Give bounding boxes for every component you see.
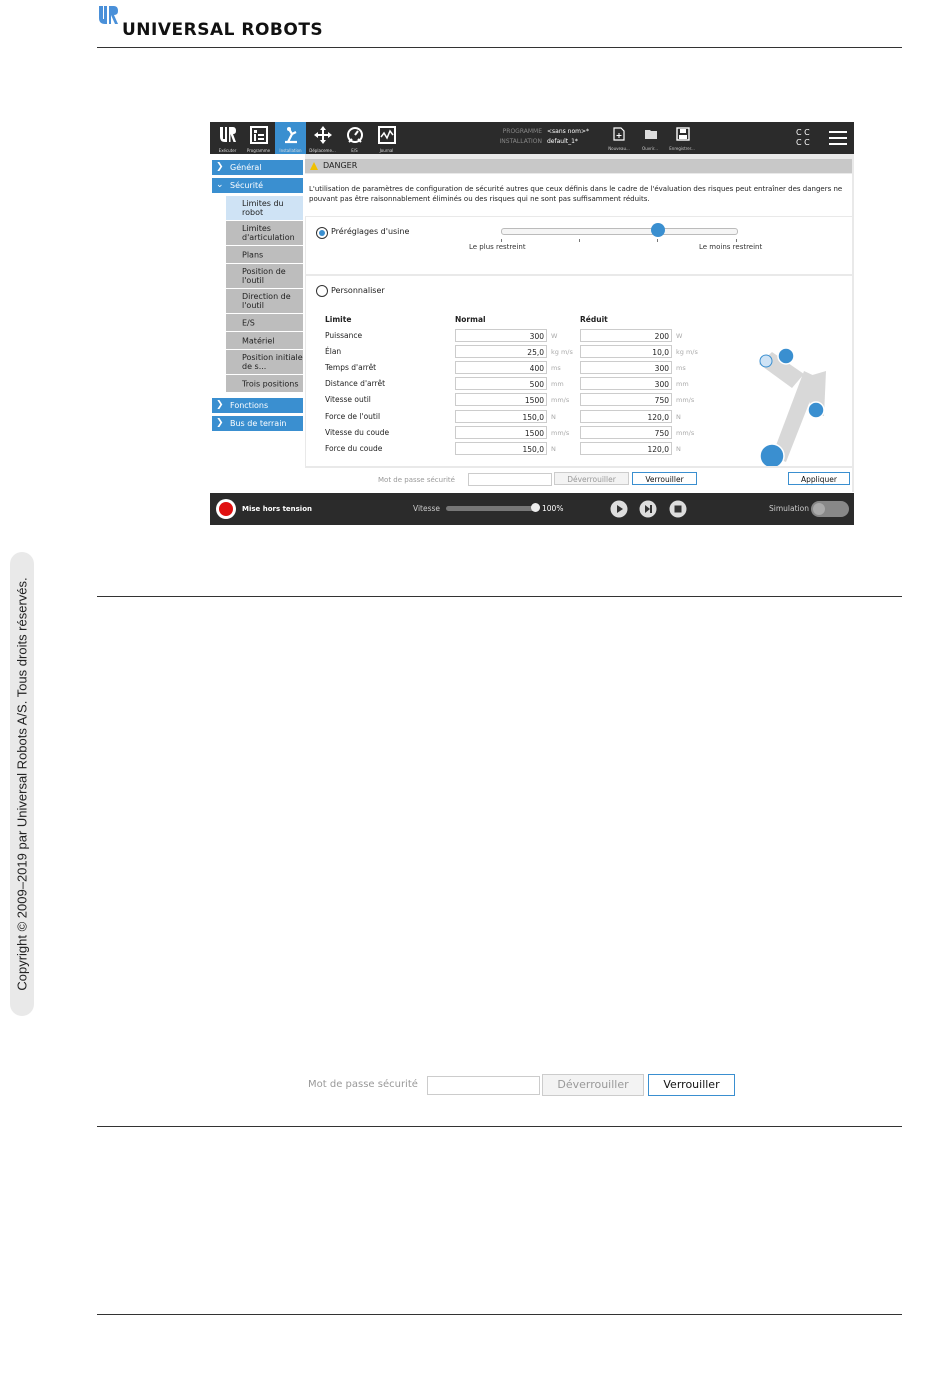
danger-header xyxy=(305,159,852,173)
normal-unit: ms xyxy=(551,364,561,372)
sidebar-item-label: Plans xyxy=(242,250,264,259)
tab-io-label: E/S xyxy=(351,148,358,153)
normal-header: Normal xyxy=(455,315,486,324)
normal-value-field[interactable]: 25,0 xyxy=(455,345,547,358)
sidebar-item-label: Direction de l'outil xyxy=(242,292,291,310)
normal-unit: mm/s xyxy=(551,429,570,437)
normal-value-field[interactable]: 1500 xyxy=(455,393,547,406)
sidebar-item-label: Limites d'articulation xyxy=(242,224,295,242)
cc-row-2: C C xyxy=(796,138,810,147)
cc-row-1: C C xyxy=(796,128,810,137)
sidebar-item-functions-label: Fonctions xyxy=(230,401,269,410)
ur-logo-icon xyxy=(97,4,119,26)
sidebar-item-three-position[interactable] xyxy=(226,375,303,392)
sidebar-item-label: Limites du robot xyxy=(242,199,284,217)
danger-message xyxy=(305,174,852,216)
factory-presets-label: Préréglages d'usine xyxy=(331,227,410,236)
sidebar-item-joint-limits[interactable] xyxy=(226,221,303,245)
program-info-values xyxy=(547,127,589,147)
slider-tick xyxy=(736,239,737,242)
factory-presets-radio[interactable] xyxy=(316,227,328,239)
slider-tick xyxy=(579,239,580,242)
chevron-down-icon: ⌄ xyxy=(216,180,224,190)
reduced-unit: W xyxy=(676,332,683,340)
customize-label: Personnaliser xyxy=(331,286,385,295)
tab-installation-label: Installation xyxy=(279,148,302,153)
tab-program[interactable] xyxy=(243,122,274,154)
reduced-unit: mm/s xyxy=(676,429,695,437)
speed-label: Vitesse xyxy=(413,504,441,513)
unlock-button[interactable]: Déverrouiller xyxy=(554,472,629,485)
hamburger-menu-icon[interactable] xyxy=(829,131,847,145)
power-red-icon xyxy=(219,502,233,516)
reduced-value-field[interactable]: 120,0 xyxy=(580,410,672,423)
apply-button[interactable]: Appliquer xyxy=(788,472,850,485)
program-label: PROGRAMME xyxy=(502,128,542,135)
sidebar-item-fieldbus-label: Bus de terrain xyxy=(230,419,287,428)
reduced-value-field[interactable]: 200 xyxy=(580,329,672,342)
reduced-value-field[interactable]: 300 xyxy=(580,377,672,390)
sidebar-item-io[interactable] xyxy=(226,314,303,331)
slider-max-label: Le moins restreint xyxy=(699,243,763,251)
robot-arm-illustration xyxy=(744,316,854,466)
slider-tick xyxy=(501,239,502,242)
normal-value-field[interactable]: 400 xyxy=(455,361,547,374)
reduced-value-field[interactable]: 750 xyxy=(580,426,672,439)
limit-row-label: Force du coude xyxy=(325,444,383,453)
cc-indicator[interactable] xyxy=(796,128,810,148)
reduced-value-field[interactable]: 750 xyxy=(580,393,672,406)
sidebar-item-robot-limits[interactable] xyxy=(226,196,303,220)
sidebar-item-planes[interactable] xyxy=(226,246,303,263)
customize-radio[interactable] xyxy=(316,285,328,297)
sidebar-item-general[interactable] xyxy=(212,160,303,175)
speed-value: 100% xyxy=(542,504,564,513)
step-icon[interactable] xyxy=(639,500,657,518)
normal-value-field[interactable]: 300 xyxy=(455,329,547,342)
save-label: Enregistrer... xyxy=(669,146,695,151)
new-file-icon xyxy=(613,127,625,141)
limit-row-label: Temps d'arrêt xyxy=(325,363,377,372)
limit-row-label: Vitesse du coude xyxy=(325,428,390,437)
power-button[interactable] xyxy=(216,499,236,519)
sidebar-item-label: E/S xyxy=(242,318,255,327)
sidebar-item-functions[interactable] xyxy=(212,398,303,413)
sidebar-item-label: Position initiale de s... xyxy=(242,353,303,371)
copyright-text: Copyright © 2009–2019 par Universal Robots A/S. Tous droits réservés. xyxy=(14,577,30,991)
section-rule-2 xyxy=(97,1126,902,1127)
limit-header: Limite xyxy=(325,315,352,324)
open-label: Ouvrir... xyxy=(642,146,658,151)
installation-name: default_1* xyxy=(547,138,578,145)
stop-icon[interactable] xyxy=(669,500,687,518)
danger-title: DANGER xyxy=(323,161,358,170)
normal-value-field[interactable]: 1500 xyxy=(455,426,547,439)
brand-name: UNIVERSAL ROBOTS xyxy=(122,20,324,40)
limit-row-label: Vitesse outil xyxy=(325,395,371,404)
normal-value-field[interactable]: 500 xyxy=(455,377,547,390)
ur-screenshot xyxy=(210,122,854,525)
sidebar-item-tool-position[interactable] xyxy=(226,264,303,288)
copyright-tab xyxy=(10,552,34,1016)
restriction-slider-track[interactable] xyxy=(501,228,738,235)
normal-unit: kg m/s xyxy=(551,348,573,356)
tab-run-label: Exécuter xyxy=(218,148,237,153)
simulation-toggle[interactable] xyxy=(811,501,849,517)
reduced-header: Réduit xyxy=(580,315,608,324)
reduced-value-field[interactable]: 300 xyxy=(580,361,672,374)
chevron-right-icon: ❯ xyxy=(216,418,224,428)
log-chart-icon xyxy=(377,125,397,145)
limit-row-label: Puissance xyxy=(325,331,363,340)
sidebar-item-general-label: Général xyxy=(230,163,262,172)
warning-icon xyxy=(310,162,318,170)
lower-lock-button[interactable]: Verrouiller xyxy=(648,1074,735,1096)
sidebar-item-tool-direction[interactable] xyxy=(226,289,303,313)
new-label: Nouveau... xyxy=(608,146,630,151)
limit-row-label: Force de l'outil xyxy=(325,412,381,421)
lower-password-input[interactable] xyxy=(427,1076,540,1095)
tab-move-label: Déplaceme... xyxy=(309,148,336,153)
tab-program-label: Programme xyxy=(246,148,271,153)
simulation-label: Simulation xyxy=(769,504,809,513)
program-name: <sans nom>* xyxy=(547,128,590,135)
normal-unit: mm/s xyxy=(551,396,570,404)
reduced-unit: N xyxy=(676,413,681,421)
reduced-unit: ms xyxy=(676,364,686,372)
sidebar-item-security[interactable] xyxy=(212,178,303,193)
normal-unit: W xyxy=(551,332,558,340)
normal-value-field[interactable]: 150,0 xyxy=(455,442,547,455)
reduced-value-field[interactable]: 120,0 xyxy=(580,442,672,455)
chevron-right-icon: ❯ xyxy=(216,400,224,410)
normal-unit: mm xyxy=(551,380,564,388)
limit-row-label: Distance d'arrêt xyxy=(325,379,386,388)
slider-tick xyxy=(657,239,658,242)
sidebar-item-label: Trois positions xyxy=(242,379,299,388)
move-arrows-icon xyxy=(313,125,333,145)
speed-slider-handle[interactable] xyxy=(531,503,540,512)
tab-run[interactable] xyxy=(212,122,243,154)
main-content xyxy=(305,154,854,492)
folder-icon xyxy=(644,127,658,141)
password-row xyxy=(305,468,852,492)
reduced-unit: N xyxy=(676,445,681,453)
save-button[interactable] xyxy=(667,125,697,153)
installation-label: INSTALLATION xyxy=(499,138,542,145)
sidebar-item-hardware[interactable] xyxy=(226,332,303,349)
factory-presets-panel xyxy=(306,217,852,274)
speed-slider[interactable] xyxy=(446,506,538,511)
tab-io[interactable] xyxy=(339,122,370,154)
power-off-label: Mise hors tension xyxy=(242,505,312,513)
lower-password-label: Mot de passe sécurité xyxy=(308,1079,418,1090)
section-rule-1 xyxy=(97,596,902,597)
io-gauge-icon xyxy=(345,125,365,145)
normal-value-field[interactable]: 150,0 xyxy=(455,410,547,423)
sidebar-item-label: Position de l'outil xyxy=(242,267,286,285)
open-button[interactable] xyxy=(635,125,665,153)
ur-run-icon xyxy=(218,125,238,145)
slider-min-label: Le plus restreint xyxy=(469,243,526,251)
reduced-value-field[interactable]: 10,0 xyxy=(580,345,672,358)
sidebar-item-safe-home[interactable] xyxy=(226,350,303,374)
tab-log-label: Journal xyxy=(379,148,394,153)
tab-move[interactable] xyxy=(307,122,338,154)
sidebar-item-fieldbus[interactable] xyxy=(212,416,303,431)
bottom-bar xyxy=(210,493,854,525)
normal-unit: N xyxy=(551,445,556,453)
reduced-unit: mm/s xyxy=(676,396,695,404)
reduced-unit: kg m/s xyxy=(676,348,698,356)
reduced-unit: mm xyxy=(676,380,689,388)
danger-text: L'utilisation de paramètres de configuration de sécurité autres que ceux définis dans le cadre de l'évaluation des risques peut entraîner des dangers ne pouvant pas être raisonnablement éliminés ou des risques qui ne sont pas suffisamment réduits. xyxy=(309,185,843,203)
lock-button[interactable]: Verrouiller xyxy=(632,472,697,485)
save-disk-icon xyxy=(676,127,690,141)
tab-log[interactable] xyxy=(371,122,402,154)
simulation-toggle-knob xyxy=(813,503,825,515)
section-rule-3 xyxy=(97,1314,902,1315)
chevron-right-icon: ❯ xyxy=(216,162,224,172)
customize-panel xyxy=(306,276,852,466)
play-icon[interactable] xyxy=(610,500,628,518)
password-label: Mot de passe sécurité xyxy=(378,476,455,484)
lower-unlock-button[interactable]: Déverrouiller xyxy=(542,1074,644,1096)
sidebar-item-label: Matériel xyxy=(242,336,275,345)
sidebar xyxy=(210,154,306,492)
restriction-slider-handle[interactable] xyxy=(651,223,665,237)
normal-unit: N xyxy=(551,413,556,421)
installation-icon xyxy=(281,125,301,145)
program-icon xyxy=(249,125,269,145)
tab-installation[interactable] xyxy=(275,122,306,154)
header-rule xyxy=(97,47,902,48)
top-toolbar xyxy=(210,122,854,154)
program-info-labels xyxy=(480,127,542,147)
password-input[interactable] xyxy=(468,473,552,486)
limit-row-label: Élan xyxy=(325,347,342,356)
sidebar-item-security-label: Sécurité xyxy=(230,181,264,190)
new-button[interactable] xyxy=(604,125,634,153)
